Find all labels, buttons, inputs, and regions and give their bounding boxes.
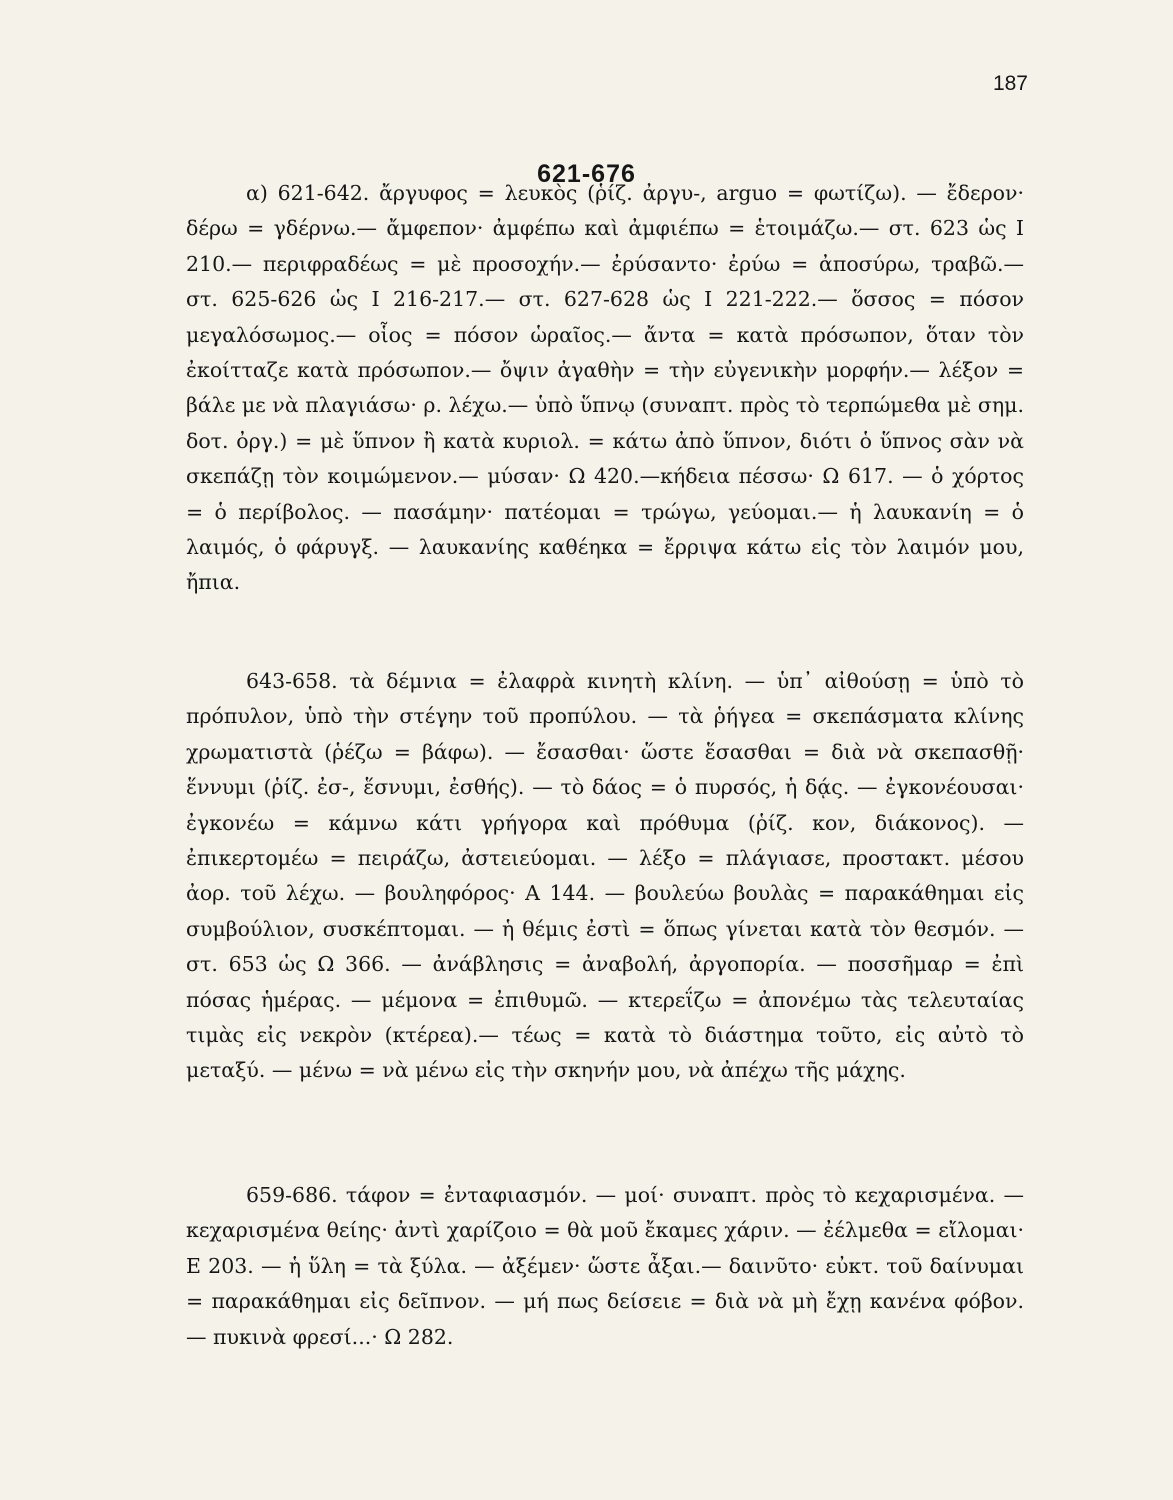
commentary-paragraph-659-686 xyxy=(186,1178,1024,1355)
paragraph-text: 643-658. τὰ δέμνια = ἐλαφρὰ κινητὴ κλίνη. — ὑπ᾽ αἰθούσῃ = ὑπὸ τὸ πρόπυλον, ὑπὸ τὴν στέγην τοῦ προπύλου. — τὰ ῥήγεα = σκεπάσματα κλίνης χρωματιστὰ (ῥέζω = βάφω). — ἔσασθαι· ὥστε ἕσασθαι = διὰ νὰ σκεπασθῇ· ἕννυμι (ῥίζ. ἐσ-, ἕσνυμι, ἐσθής). — τὸ δάος = ὁ πυρσός, ἡ δᾴς. — ἐγκονέουσαι· ἐγκονέω = κάμνω κάτι γρήγορα καὶ πρόθυμα (ῥίζ. κον, διάκονος). — ἐπικερτομέω = πειράζω, ἀστειεύομαι. — λέξο = πλάγιασε, προστακτ. μέσου ἀορ. τοῦ λέχω. — βουληφόρος· Α 144. — βουλεύω βουλὰς = παρακάθημαι εἰς συμβούλιον, συσκέπτομαι. — ἡ θέμις ἐστὶ = ὅπως γίνεται κατὰ τὸν θεσμόν. — στ. 653 ὡς Ω 366. — ἀνάβλησις = ἀναβολή, ἀργοπορία. — ποσσῆμαρ = ἐπὶ πόσας ἡμέρας. — μέμονα = ἐπιθυμῶ. — κτερεΐζω = ἀπονέμω τὰς τελευταίας τιμὰς εἰς νεκρὸν (κτέρεα).— τέως = κατὰ τὸ διάστημα τοῦτο, εἰς αὐτὸ τὸ μεταξύ. — μένω = νὰ μένω εἰς τὴν σκηνήν μου, νὰ ἀπέχω τῆς μάχης. xyxy=(186,669,1024,1083)
paragraph-text: 659-686. τάφον = ἐνταφιασμόν. — μοί· συναπτ. πρὸς τὸ κεχαρισμένα. — κεχαρισμένα θείης· ἀντὶ χαρίζοιο = θὰ μοῦ ἔκαμες χάριν. — ἐέλμεθα = εἴλομαι· Ε 203. — ἡ ὕλη = τὰ ξύλα. — ἀξέμεν· ὥστε ἆξαι.— δαινῦτο· εὐκτ. τοῦ δαίνυμαι = παρακάθημαι εἰς δεῖπνον. — μή πως δείσειε = διὰ νὰ μὴ ἔχῃ κανένα φόβον. — πυκινὰ φρεσί...· Ω 282. xyxy=(186,1183,1024,1349)
commentary-paragraph-643-658 xyxy=(186,664,1024,1089)
paragraph-text: α) 621-642. ἄργυφος = λευκὸς (ῥίζ. ἀργυ-, arguo = φωτίζω). — ἔδερον· δέρω = γδέρνω.— ἄμφεπον· ἀμφέπω καὶ ἀμφιέπω = ἑτοιμάζω.— στ. 623 ὡς Ι 210.— περιφραδέως = μὲ προσοχήν.— ἐρύσαντο· ἐρύω = ἀποσύρω, τραβῶ.— στ. 625-626 ὡς Ι 216-217.— στ. 627-628 ὡς Ι 221-222.— ὅσσος = πόσον μεγαλόσωμος.— οἷος = πόσον ὡραῖος.— ἄντα = κατὰ πρόσωπον, ὅταν τὸν ἐκοίτταζε κατὰ πρόσωπον.— ὄψιν ἀγαθὴν = τὴν εὐγενικὴν μορφήν.— λέξον = βάλε με νὰ πλαγιάσω· ρ. λέχω.— ὑπὸ ὕπνῳ (συναπτ. πρὸς τὸ τερπώμεθα μὲ σημ. δοτ. ὀργ.) = μὲ ὕπνον ἢ κατὰ κυριολ. = κάτω ἀπὸ ὕπνον, διότι ὁ ὕπνος σὰν νὰ σκεπάζῃ τὸν κοιμώμενον.— μύσαν· Ω 420.—κήδεια πέσσω· Ω 617. — ὁ χόρτος = ὁ περίβολος. — πασάμην· πατέομαι = τρώγω, γεύομαι.— ἡ λαυκανίη = ὁ λαιμός, ὁ φάρυγξ. — λαυκανίης καθέηκα = ἔρριψα κάτω εἰς τὸν λαιμόν μου, ἤπια. xyxy=(186,181,1024,595)
section-heading: 621-676 xyxy=(537,160,636,188)
commentary-paragraph-621-642 xyxy=(186,176,1024,601)
page-number: 187 xyxy=(992,72,1028,95)
